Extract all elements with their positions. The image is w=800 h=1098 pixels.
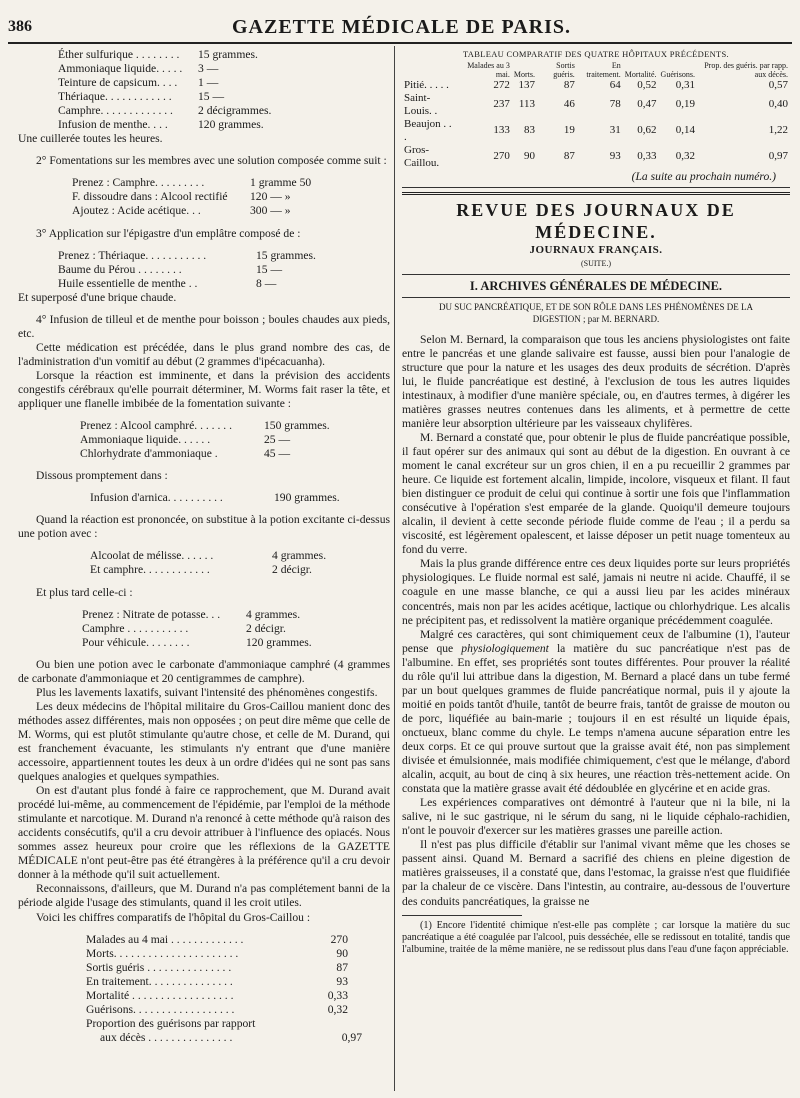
stat-value: 87 [336, 960, 348, 974]
recipe-line [18, 176, 390, 190]
column-divider [394, 46, 395, 1091]
recipe-line [18, 491, 390, 505]
recipe-line [18, 90, 390, 104]
stat-label: Sortis guéris . . . . . . . . . . . . . . . [86, 960, 232, 974]
table-header-row [402, 61, 790, 79]
ingredient-quantity: 4 grammes. [272, 549, 327, 563]
ingredient-quantity: 3 — [198, 62, 219, 76]
ingredient-quantity: 15 grammes. [198, 48, 258, 61]
stat-row [86, 1003, 390, 1017]
stat-label: aux décès . . . . . . . . . . . . . . . [100, 1030, 233, 1044]
stat-row [86, 989, 390, 1003]
recipe-line [18, 433, 390, 447]
paragraph: Reconnaissons, d'ailleurs, que M. Durand n'a pas complétement banni de la période algide l'usage des stimulants, quand il les croit utiles. [18, 882, 390, 910]
ingredient-quantity: 120 — » [250, 190, 291, 204]
table-cell: 137 [518, 78, 535, 91]
header-rule [8, 42, 792, 44]
paragraph: Selon M. Bernard, la comparaison que tous les anciens physiologistes ont faite entre le pancréas et une glande salivaire est fausse, aussi bien pour l'analogie de structure que pour la nature et les usages des deux produits de sécrétion. D'après lui, le fluide pancréatique est destiné, à l'exclusion de tous les autres liquides intestinaux, à modifier d'une manière spéciale, ou, en d'autres termes, à digérer les matières grasses neutres contenues dans les aliments, et à permettre de cette manière leur absorption ultérieure par les vaisseaux chylifères. [402, 332, 790, 430]
ingredient-name: Camphre. . . . . . . . . . . . . [58, 104, 173, 118]
table-title: TABLEAU COMPARATIF DES QUATRE HÔPITAUX PRÉCÉDENTS. [463, 49, 729, 59]
table-cell: 0,62 [637, 124, 657, 136]
table-cell: 46 [563, 98, 575, 110]
ingredient-name: Teinture de capsicum. . . . [58, 76, 178, 90]
stat-label: En traitement. . . . . . . . . . . . . . . [86, 974, 233, 988]
ingredient-quantity: 150 grammes. [264, 419, 330, 433]
stat-label: Proportion des guérisons par rapport [86, 1016, 256, 1030]
paragraph: Voici les chiffres comparatifs de l'hôpital du Gros-Caillou : [36, 910, 311, 924]
ingredient-name: Prenez : Thériaque. . . . . . . . . . . [58, 248, 207, 262]
recipe-line [18, 104, 390, 118]
table-cell: 133 [493, 124, 510, 136]
ingredient-quantity: 2 décigrammes. [198, 104, 272, 118]
left-column [18, 48, 390, 1045]
table-cell: 83 [523, 124, 535, 136]
table-row [402, 79, 790, 92]
paragraph: Quand la réaction est prononcée, on substitue à la potion excitante ci-dessus une potion avec : [18, 513, 390, 541]
table-header-cell: Guérisons. [660, 69, 695, 79]
subsection-title: JOURNAUX FRANÇAIS. [529, 243, 663, 256]
recipe-list [18, 491, 390, 505]
table-cell: 0,33 [637, 150, 657, 162]
table-cell: 272 [493, 78, 510, 91]
paragraph: Ou bien une potion avec le carbonate d'ammoniaque camphré (4 grammes de carbonate d'ammoniaque et 20 centigrammes de camphre). [18, 657, 390, 685]
ingredient-name: Ammoniaque liquide. . . . . . [80, 433, 211, 447]
ingredient-name: Prenez : Alcool camphré. . . . . . . [80, 419, 232, 433]
recipe-line [18, 636, 390, 650]
table-header-cell: Sortis guéris. [553, 60, 575, 79]
ingredient-quantity: 2 décigr. [246, 621, 286, 635]
suite-note: (La suite au prochain numéro.) [631, 169, 776, 183]
table-header-cell: Malades au 3 mai. [467, 60, 510, 79]
paragraph: Les deux médecins de l'hôpital militaire du Gros-Caillou manient donc des méthodes assez différentes, mais non opposées ; on peut dire même que celle de M. Worms, qui est plutôt stimulante qu'autre chose, et celle de M. Durand, qui est franchement évacuante, les stimulants n'y entrant que d'une manière accessoire, appartiennent toutes les deux à un ordre d'idées qui ne sont pas sans quelques analogies et quelques sympathies. [18, 699, 390, 784]
recipe-list [18, 48, 390, 132]
stat-label: Malades au 4 mai . . . . . . . . . . . . . [86, 932, 244, 946]
table-cell: 78 [609, 98, 621, 110]
ingredient-name: Baume du Pérou . . . . . . . . [58, 262, 182, 276]
table-cell: 64 [609, 78, 621, 91]
table-cell: 113 [518, 98, 535, 110]
hospital-name: Pitié. . . . . [404, 78, 449, 91]
page-number: 386 [8, 18, 32, 35]
table-cell: 0,32 [675, 150, 695, 162]
stat-row [86, 947, 390, 961]
paragraph: M. Bernard a constaté que, pour obtenir le plus de fluide pancréatique possible, il faut opérer sur des animaux qui sont au début de la digestion. En ouvrant à ce moment le canal excréteur sur un gros chien, il en a pu recueillir 2 grammes par heure. Ce liquide est fortement alcalin, limpide, incolore, visqueux et filant. Il faut bien distinguer ce produit de celui qui continue à sortir une fois que l'inflammation consécutive à l'opération s'est emparée de la glande. Quoiqu'il demeure toujours alcalin, il devient à cette seconde période fluide comme de l'eau ; il a perdu sa viscosité, est légèrement opalescent, et laisse déposer un petit nuage tomenteux au fond du verre. [402, 430, 790, 557]
table-row [402, 144, 790, 170]
ingredient-name: Alcoolat de mélisse. . . . . . [90, 549, 214, 563]
paragraph: 2° Fomentations sur les membres avec une solution composée comme suit : [36, 154, 387, 168]
suite-tag: (SUITE.) [581, 258, 611, 268]
ingredient-quantity: 25 — [264, 433, 291, 447]
table-cell: 270 [493, 150, 510, 162]
table-header-cell: Mortalité. [624, 69, 657, 79]
ingredient-quantity: 190 grammes. [274, 491, 340, 505]
paragraph: Mais la plus grande différence entre ces deux liquides porte sur leurs propriétés physiologiques. Le fluide normal est salé, jamais ni neutre ni acide. Chauffé, il se coagule en une masse blanche, ce qui a aussi lieu par les acides minéraux concentrés, mais non par les acides acétique, lactique ou chlorhydrique. Les alcalis ne précipitent pas, et redissolvent la matière organique précédemment coagulée. [402, 557, 790, 627]
right-column [402, 48, 790, 956]
ingredient-name: Camphre . . . . . . . . . . . [82, 621, 189, 635]
ingredient-quantity: 2 décigr. [272, 563, 312, 577]
ingredient-quantity: 8 — [256, 276, 277, 290]
ingredient-name: Infusion de menthe. . . . [58, 118, 168, 132]
table-header-cell [402, 61, 459, 79]
stat-value: 270 [330, 932, 348, 946]
ingredient-quantity: 15 grammes. [256, 248, 316, 262]
section-title: REVUE DES JOURNAUX DE MÉDECINE. [456, 199, 736, 242]
stat-value: 90 [336, 946, 348, 960]
recipe-line [18, 447, 390, 461]
ingredient-name: F. dissoudre dans : Alcool rectifié [72, 190, 228, 204]
stat-value [298, 1017, 348, 1031]
hospital-name: Gros-Caillou. [404, 143, 440, 169]
table-cell: 237 [493, 98, 510, 110]
recipe-line [18, 48, 390, 62]
ingredient-quantity: 4 grammes. [246, 607, 301, 621]
paragraph: Malgré ces caractères, qui sont chimiquement ceux de l'albumine (1), l'auteur pense que physiologiquement la matière du suc pancréatique n'est pas de l'albumine. En effet, ses propriétés sont toutes différentes. Pour prouver la réalité du rôle qu'il lui attribue dans la digestion, M. Bernard a placé dans un tube fermé par un bout quelques grammes de fluide pancréatique normal, puis il y ajoute la moitié en poids tantôt d'huile, tantôt de beurre frais, tantôt de graisse de mouton ou de porc, liquéfiée au bain-marie ; toujours il en est résulté un liquide épais, onctueux, blanc comme du chyle. Le temps n'amena aucune séparation entre les deux corps. Et ce qui prouve surtout que la graisse avait été, non pas simplement divisée et émulsionnée, mais modifiée chimiquement, c'est que le mélange, d'abord alcalin, acquit, au bout de cinq à six heures, une réaction très-nettement acide. On constata que la matière grasse avait été dédoublée en glycérine et en acide gras. [402, 627, 790, 796]
paragraph: 4° Infusion de tilleul et de menthe pour boisson ; boules chaudes aux pieds, etc. [18, 312, 390, 340]
table-cell: 0,19 [675, 98, 695, 110]
ingredient-quantity: 300 — » [250, 204, 291, 218]
recipe-line [18, 204, 390, 218]
paragraph: Lorsque la réaction est imminente, et dans la prévision des accidents congestifs cérébraux qu'elle pourrait déterminer, M. Worms fait raser la tête, et appliquer une flanelle imbibée de la fomentation suivante : [18, 368, 390, 411]
table-row [402, 118, 790, 144]
stat-value: 93 [336, 974, 348, 988]
paragraph: On est d'autant plus fondé à faire ce rapprochement, que M. Durand avait procédé lui-même, au commencement de l'épidémie, par l'emploi de la méthode stimulante et narcotique. M. Durand n'a renoncé à cette méthode qu'à raison des accidents consécutifs, qu'il a cru devoir attribuer à l'influence des opiacés. Nous sommes assez heureux pour croire que les réflexions de la GAZETTE MÉDICALE n'ont peut-être pas été étrangères à la préférence qu'il a cru devoir donner à la méthode qu'il suit actuellement. [18, 784, 390, 882]
recipe-line [18, 249, 390, 263]
article-title: DU SUC PANCRÉATIQUE, ET DE SON RÔLE DANS LES PHÉNOMÈNES DE LA DIGESTION ; par M. BERNARD. [438, 301, 753, 324]
stat-row [86, 1031, 390, 1045]
ingredient-quantity: 15 — [198, 90, 225, 104]
recipe-line [18, 622, 390, 636]
hospital-name: Saint-Louis. . [404, 91, 438, 117]
journal-heading: I. ARCHIVES GÉNÉRALES DE MÉDECINE. [469, 278, 723, 293]
hospital-name: Beaujon . . . [404, 117, 452, 143]
ingredient-name: Ammoniaque liquide. . . . . [58, 62, 183, 76]
ingredient-name: Et camphre. . . . . . . . . . . . [90, 563, 210, 577]
recipe-line [18, 263, 390, 277]
recipe-line [18, 277, 390, 291]
paragraph: Plus les lavements laxatifs, suivant l'intensité des phénomènes congestifs. [36, 685, 378, 699]
ingredient-quantity: 15 — [256, 262, 283, 276]
ingredient-name: Pour véhicule. . . . . . . . [82, 635, 190, 649]
table-cell: 0,40 [768, 98, 788, 110]
running-title: GAZETTE MÉDICALE DE PARIS. [232, 16, 572, 38]
stat-label: Mortalité . . . . . . . . . . . . . . . . . . [86, 988, 234, 1002]
stat-row [86, 1017, 390, 1031]
paragraph: Il n'est pas plus difficile d'établir sur l'animal vivant même que les choses se passent ainsi. Quand M. Bernard a sacrifié des chiens en pleine digestion de matières graisseuses, il a constaté que, dans l'estomac, la graisse n'est que fluidifiée par la chaleur de ce viscère. Dans l'intestin, au contraire, au-dessous de l'ouverture des conduits pancréatiques, la graisse ne [402, 838, 790, 908]
table-header-cell: Prop. des guéris. par rapp. aux décès. [704, 60, 788, 79]
table-header-cell: Morts. [513, 69, 535, 79]
recipe-line [18, 62, 390, 76]
ingredient-name: Prenez : Nitrate de potasse. . . [82, 607, 221, 621]
ingredient-name: Éther sulfurique . . . . . . . . [58, 48, 180, 61]
paragraph: 3° Application sur l'épigastre d'un emplâtre composé de : [36, 226, 301, 240]
table-cell: 0,14 [675, 124, 695, 136]
paragraph: Cette médication est précédée, dans le plus grand nombre des cas, de l'administration d'un vomitif au début (2 grammes d'ipécacuanha). [18, 340, 390, 368]
table-cell: 1,22 [768, 124, 788, 136]
table-cell: 19 [563, 124, 575, 136]
ingredient-name: Huile essentielle de menthe . . [58, 276, 198, 290]
ingredient-quantity: 1 — [198, 76, 219, 90]
stat-row [86, 975, 390, 989]
table-row [402, 92, 790, 118]
recipe-line [18, 419, 390, 433]
table-cell: 0,57 [768, 78, 788, 91]
table-cell: 0,52 [637, 78, 657, 91]
ingredient-name: Thériaque. . . . . . . . . . . . [58, 90, 172, 104]
paragraph: Une cuillerée toutes les heures. [18, 132, 163, 146]
stat-value: 0,32 [327, 1002, 348, 1016]
recipe-line [18, 76, 390, 90]
stat-value: 0,33 [327, 988, 348, 1002]
stat-label: Morts. . . . . . . . . . . . . . . . . . . . . . [86, 946, 239, 960]
comparative-table [402, 61, 790, 170]
table-cell: 90 [523, 150, 535, 162]
ingredient-quantity: 45 — [264, 447, 291, 461]
paragraph: Et superposé d'une brique chaude. [18, 290, 177, 304]
page-header [0, 0, 800, 44]
stat-value: 0,97 [341, 1030, 362, 1044]
paragraph: Les expériences comparatives ont démontré à l'auteur que ni la bile, ni la salive, ni le suc gastrique, ni le sérum du sang, ni le liquide céphalo-rachidien, n'ont le pouvoir d'exercer sur les matières grasses une pareille action. [402, 796, 790, 838]
recipe-list [18, 549, 390, 577]
table-cell: 87 [563, 78, 575, 91]
recipe-list [18, 176, 390, 218]
stat-label: Guérisons. . . . . . . . . . . . . . . . . . [86, 1002, 235, 1016]
recipe-list [18, 608, 390, 650]
table-header-cell: En traitement. [586, 60, 621, 79]
paragraph: Dissous promptement dans : [36, 469, 168, 483]
paragraph: Et plus tard celle-ci : [36, 585, 133, 599]
stat-row [86, 961, 390, 975]
ingredient-name: Ajoutez : Acide acétique. . . [72, 204, 201, 218]
table-cell: 0,97 [768, 150, 788, 162]
table-cell: 93 [609, 150, 621, 162]
ingredient-name: Chlorhydrate d'ammoniaque . [80, 447, 218, 461]
recipe-line [18, 608, 390, 622]
recipe-line [18, 549, 390, 563]
hospital-stats [18, 933, 390, 1045]
recipe-list [18, 249, 390, 291]
table-cell: 0,47 [637, 98, 657, 110]
recipe-list [18, 419, 390, 461]
recipe-line [18, 563, 390, 577]
table-cell: 31 [609, 124, 621, 136]
stat-row [86, 933, 390, 947]
table-body [402, 79, 790, 170]
ingredient-name: Infusion d'arnica. . . . . . . . . . [90, 491, 223, 505]
ingredient-quantity: 1 gramme 50 [250, 176, 312, 190]
ingredient-quantity: 120 grammes. [198, 118, 264, 132]
ingredient-quantity: 120 grammes. [246, 635, 312, 649]
recipe-line [18, 190, 390, 204]
table-cell: 0,31 [675, 78, 695, 91]
recipe-line [18, 118, 390, 132]
footnote: (1) Encore l'identité chimique n'est-elle pas complète ; car lorsque la matière du suc pancréatique a été coagulée par l'alcool, puis desséchée, elle se redissout en totalité, tandis que l'albumine, traitée de la même manière, ne se redissout plus dans l'eau d'une façon appréciable. [402, 919, 790, 955]
table-cell: 87 [563, 150, 575, 162]
ingredient-name: Prenez : Camphre. . . . . . . . . [72, 176, 205, 190]
